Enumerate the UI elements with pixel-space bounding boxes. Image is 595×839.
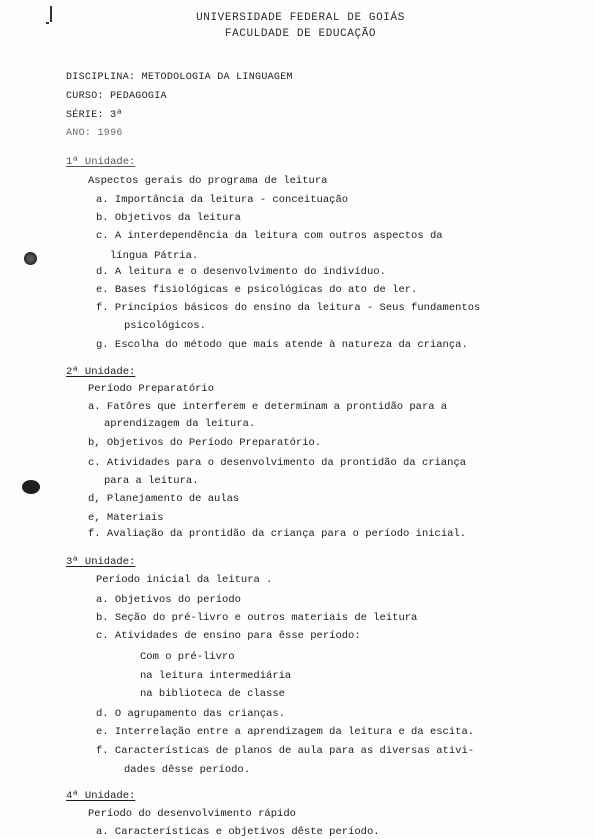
unit-4-item-a: a. Características e objetivos dêste período. <box>96 826 380 838</box>
faculty-name: FACULDADE DE EDUCAÇÃO <box>224 28 377 40</box>
unit-3-item-c: c. Atividades de ensino para êsse período: <box>96 630 361 642</box>
unit-2-item-d: d, Planejamento de aulas <box>88 493 240 505</box>
unit-2-title: 2ª Unidade: <box>66 366 136 378</box>
unit-3-subtitle: Período inicial da leitura . <box>96 574 273 586</box>
unit-1-item-f-cont: psicológicos. <box>124 320 206 332</box>
unit-3-item-f: f. Características de planos de aula para as diversas ativi- <box>96 745 475 757</box>
unit-1-item-b: b. Objetivos da leitura <box>96 212 241 224</box>
series-line: SÉRIE: 3ª <box>66 110 123 121</box>
unit-1-title: 1ª Unidade: <box>66 156 136 168</box>
unit-2-item-b: b, Objetivos do Período Preparatório. <box>88 437 322 449</box>
unit-3-item-f-cont: dades dêsse período. <box>124 764 251 776</box>
unit-3-item-e: e. Interrelação entre a aprendizagem da leitura e da escita. <box>96 726 475 738</box>
unit-3-item-a: a. Objetivos do período <box>96 594 241 606</box>
unit-4-subtitle: Período do desenvolvimento rápido <box>88 808 296 820</box>
unit-3-item-c-sub-3: na biblioteca de classe <box>140 688 285 700</box>
unit-1-item-g: g. Escolha do método que mais atende à natureza da criança. <box>96 339 468 351</box>
unit-4-title: 4ª Unidade: <box>66 790 136 802</box>
scan-artifact-tick <box>50 6 52 22</box>
scan-artifact-dot <box>46 22 49 24</box>
course-line: CURSO: PEDAGOGIA <box>66 91 167 102</box>
unit-2-item-f: f. Avaliação da prontidão da criança para o período inicial. <box>88 528 467 540</box>
unit-1-item-c: c. A interdependência da leitura com outros aspectos da <box>96 230 443 242</box>
unit-1-item-f: f. Princípios básicos do ensino da leitura - Seus fundamentos <box>96 302 481 314</box>
unit-3-item-b: b. Seção do pré-livro e outros materiais de leitura <box>96 612 418 624</box>
discipline-line: DISCIPLINA: METODOLOGIA DA LINGUAGEM <box>66 72 293 83</box>
unit-2-item-c: c. Atividades para o desenvolvimento da prontidão da criança <box>88 457 467 469</box>
unit-2-item-a-cont: aprendizagem da leitura. <box>104 418 256 430</box>
unit-1-subtitle: Aspectos gerais do programa de leitura <box>88 175 328 187</box>
unit-3-item-c-sub-2: na leitura intermediária <box>140 670 292 682</box>
unit-3-item-d: d. O agrupamento das crianças. <box>96 708 286 720</box>
unit-2-item-a: a. Fatôres que interferem e determinam a prontidão para a <box>88 401 448 413</box>
year-line: ANO: 1996 <box>66 128 123 139</box>
unit-2-item-e: e, Materiais <box>88 512 164 524</box>
unit-1-item-c-cont: língua Pátria. <box>110 250 199 262</box>
unit-3-title: 3ª Unidade: <box>66 556 136 568</box>
university-name: UNIVERSIDADE FEDERAL DE GOIÁS <box>196 12 405 24</box>
punch-hole-mark-bottom <box>22 480 40 494</box>
unit-1-item-a: a. Importância da leitura - conceituação <box>96 194 349 206</box>
unit-2-subtitle: Período Preparatório <box>88 383 215 395</box>
unit-3-item-c-sub-1: Com o pré-livro <box>140 651 235 663</box>
unit-1-item-e: e. Bases fisiológicas e psicológicas do ato de ler. <box>96 284 418 296</box>
punch-hole-mark-top <box>24 252 37 265</box>
unit-2-item-c-cont: para a leitura. <box>104 475 199 487</box>
unit-1-item-d: d. A leitura e o desenvolvimento do indivíduo. <box>96 266 386 278</box>
